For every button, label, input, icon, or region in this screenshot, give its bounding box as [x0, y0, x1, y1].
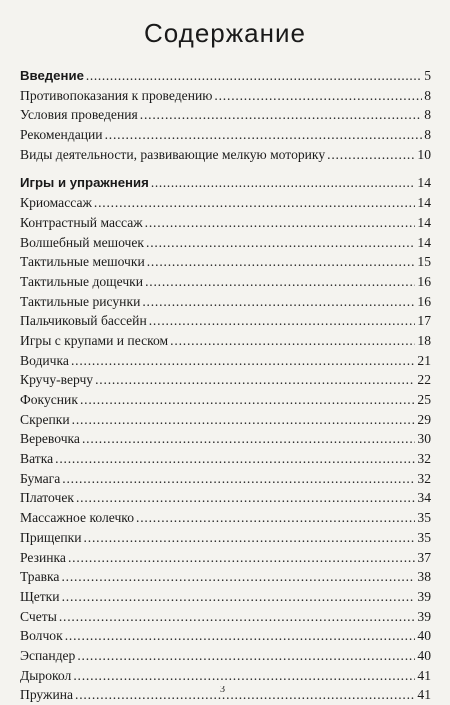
dot-leader	[82, 429, 415, 449]
toc-item[interactable]	[20, 567, 431, 587]
toc-item[interactable]	[20, 587, 431, 607]
dot-leader	[62, 587, 416, 607]
section-title: Игры и упражнения	[20, 175, 149, 191]
toc-item-label: Бумага	[20, 470, 61, 486]
dot-leader	[147, 252, 416, 272]
toc-item[interactable]	[20, 626, 431, 646]
dot-leader	[72, 410, 416, 430]
toc-item[interactable]	[20, 213, 431, 233]
toc-item[interactable]	[20, 469, 431, 489]
page-number: 39	[417, 608, 431, 624]
toc-item[interactable]	[20, 351, 431, 371]
dot-leader	[151, 173, 416, 193]
dot-leader	[145, 272, 415, 292]
toc-item-label: Условия проведения	[20, 107, 138, 123]
dot-leader	[146, 233, 415, 253]
page-number: 22	[417, 372, 431, 388]
dot-leader	[61, 567, 415, 587]
toc-item-label: Контрастный массаж	[20, 214, 143, 230]
toc-item-label: Виды деятельности, развивающие мелкую моторику	[20, 146, 326, 162]
page-number: 14	[417, 175, 431, 191]
toc-item-label: Игры с крупами и песком	[20, 332, 169, 348]
toc-item-label: Эспандер	[20, 647, 76, 663]
page-number: 41	[417, 687, 431, 703]
section-title: Введение	[20, 68, 84, 83]
toc-item[interactable]	[20, 607, 431, 627]
dot-leader	[73, 666, 415, 686]
toc-item-label: Рекомендации	[20, 127, 103, 143]
toc-item-label: Волшебный мешочек	[20, 234, 144, 250]
toc-item-label: Криомассаж	[20, 195, 92, 211]
dot-leader	[105, 125, 423, 145]
toc-item[interactable]	[20, 292, 431, 312]
toc-item-label: Резинка	[20, 549, 66, 565]
toc-item[interactable]	[20, 145, 431, 165]
dot-leader	[95, 370, 415, 390]
dot-leader	[145, 213, 416, 233]
toc-item[interactable]	[20, 449, 431, 469]
toc-item-label: Прищепки	[20, 529, 82, 545]
page-number: 17	[417, 313, 431, 329]
toc-item-label: Щетки	[20, 588, 60, 604]
dot-leader	[86, 66, 422, 86]
toc-item[interactable]	[20, 86, 431, 106]
page-number: 14	[417, 195, 431, 211]
page-number: 16	[417, 273, 431, 289]
page-number: 29	[417, 411, 431, 427]
page-number: 5	[424, 68, 431, 83]
page-number: 32	[417, 470, 431, 486]
toc-item-label: Ватка	[20, 451, 54, 467]
dot-leader	[140, 105, 422, 125]
toc-item-label: Счеты	[20, 608, 57, 624]
toc-item-label: Тактильные рисунки	[20, 293, 141, 309]
toc-item-label: Кручу-верчу	[20, 372, 94, 388]
page-number: 35	[417, 529, 431, 545]
dot-leader	[214, 86, 422, 106]
dot-leader	[327, 145, 415, 165]
dot-leader	[80, 390, 415, 410]
toc-item[interactable]	[20, 311, 431, 331]
page-number: 15	[417, 254, 431, 270]
dot-leader	[76, 488, 415, 508]
toc-item-label: Тактильные дощечки	[20, 273, 144, 289]
page-number: 34	[417, 490, 431, 506]
toc-item-label: Массажное колечко	[20, 510, 135, 526]
page-number: 39	[417, 588, 431, 604]
page-number: 25	[417, 392, 431, 407]
toc-item[interactable]	[20, 528, 431, 548]
dot-leader	[59, 607, 416, 627]
dot-leader	[71, 351, 415, 371]
page-number: 16	[417, 293, 431, 309]
dot-leader	[77, 646, 415, 666]
toc-item[interactable]	[20, 390, 431, 410]
page-number: 41	[417, 667, 431, 683]
dot-leader	[65, 626, 416, 646]
page-number: 18	[417, 332, 431, 348]
page-number: 32	[417, 451, 431, 467]
dot-leader	[84, 528, 416, 548]
toc-item-label: Платочек	[20, 490, 74, 506]
dot-leader	[68, 548, 415, 568]
page-number: 21	[417, 352, 431, 368]
toc-item[interactable]	[20, 548, 431, 568]
page-number: 14	[417, 214, 431, 230]
page-number: 38	[417, 569, 431, 585]
dot-leader	[136, 508, 415, 528]
page-number: 14	[417, 234, 431, 250]
dot-leader	[94, 193, 416, 213]
toc-item[interactable]	[20, 125, 431, 145]
dot-leader	[142, 292, 415, 312]
toc-item[interactable]	[20, 429, 431, 449]
page-number: 8	[424, 107, 431, 123]
toc-item[interactable]	[20, 646, 431, 666]
page-number: 40	[417, 647, 431, 663]
page-title: Содержание	[144, 18, 306, 48]
page-number: 30	[417, 431, 431, 447]
section-heading[interactable]	[20, 173, 431, 193]
dot-leader	[149, 311, 416, 331]
toc-item[interactable]	[20, 233, 431, 253]
page-number: 40	[417, 628, 431, 644]
section-heading[interactable]	[20, 66, 431, 86]
toc-item[interactable]	[20, 488, 431, 508]
toc-item[interactable]	[20, 252, 431, 272]
toc-item-label: Веревочка	[20, 431, 80, 447]
page-number: 35	[417, 510, 431, 526]
dot-leader	[62, 469, 415, 489]
footer-page-number: 3	[220, 686, 225, 694]
toc-item[interactable]	[20, 508, 431, 528]
toc-item[interactable]	[20, 193, 431, 213]
toc-item[interactable]	[20, 666, 431, 686]
toc-item-label: Противопоказания к проведению	[20, 87, 213, 103]
toc-item[interactable]	[20, 272, 431, 292]
toc-item-label: Водичка	[20, 352, 69, 368]
toc-item[interactable]	[20, 370, 431, 390]
toc-item-label: Волчок	[20, 628, 63, 644]
toc-item-label: Скрепки	[20, 411, 70, 427]
toc-item-label: Пальчиковый бассейн	[20, 313, 147, 329]
dot-leader	[55, 449, 415, 469]
toc-item-label: Травка	[20, 569, 60, 585]
toc-item-label: Тактильные мешочки	[20, 254, 145, 270]
dot-leader	[170, 331, 415, 351]
page-number: 8	[424, 127, 431, 143]
toc-item[interactable]	[20, 331, 431, 351]
table-of-contents	[20, 66, 431, 705]
toc-item-label: Фокусник	[20, 392, 78, 407]
toc-item[interactable]	[20, 105, 431, 125]
page-number: 37	[417, 549, 431, 565]
page-number: 8	[424, 87, 431, 103]
toc-item-label: Пружина	[20, 687, 74, 703]
page-number: 10	[417, 146, 431, 162]
toc-item-label: Дырокол	[20, 667, 72, 683]
toc-item[interactable]	[20, 410, 431, 430]
dot-leader	[75, 685, 415, 705]
